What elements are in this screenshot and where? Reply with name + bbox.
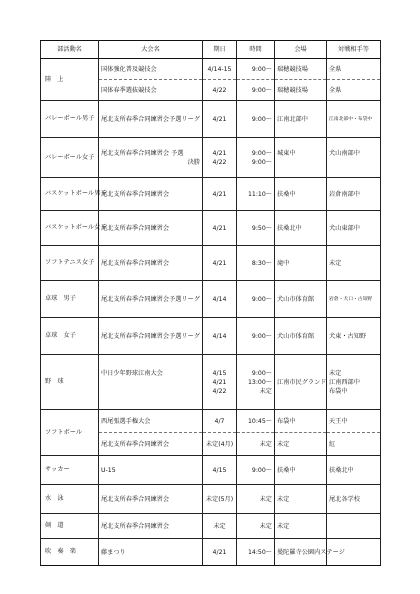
header-time: 時間 — [237, 41, 275, 59]
event-time-line: 9:00～ — [251, 295, 272, 303]
tournament-name — [99, 138, 203, 178]
club-name: 水 泳 — [41, 485, 99, 514]
opponent-name-line: 犬山南部中 — [329, 149, 360, 157]
event-time — [237, 410, 275, 433]
opponent-name-line: 尾北各学校 — [329, 495, 360, 503]
event-date-line: 4/14-15 — [207, 65, 232, 73]
tournament-name — [99, 211, 203, 246]
event-date-line: 4/15 — [212, 369, 227, 377]
event-date-line: 4/14 — [212, 295, 227, 303]
event-date — [203, 318, 237, 355]
event-time-line: 14:50～ — [247, 548, 272, 556]
venue-name-line: 犬山市体育館 — [277, 295, 315, 303]
venue-name-line: 瑞穂競技場 — [277, 65, 308, 73]
event-time — [237, 138, 275, 178]
opponent-name — [327, 138, 381, 178]
event-date-line: 4/21 — [212, 259, 227, 267]
event-time-line: 10:45～ — [247, 417, 272, 425]
venue-name-line: 布袋中 — [277, 417, 296, 425]
event-time-line: 未定 — [259, 440, 272, 448]
opponent-name-line: 岩倉南部中 — [329, 190, 360, 198]
venue-name-line: 未定 — [277, 440, 290, 448]
tournament-name-line: 尾北支所春季合同練習会 — [101, 440, 170, 448]
opponent-name-line: 犬東・古知野 — [329, 332, 367, 340]
opponent-name — [327, 514, 381, 539]
event-date — [203, 514, 237, 539]
event-date-line: 4/21 — [212, 149, 227, 157]
event-date — [203, 485, 237, 514]
event-date — [203, 59, 237, 80]
tournament-name-line: 藤まつり — [101, 548, 126, 556]
venue-name — [275, 539, 345, 566]
venue-name — [275, 456, 327, 485]
club-name: 剣 道 — [41, 514, 99, 539]
schedule-table — [40, 40, 381, 566]
tournament-name-line: 国体春季選抜競技会 — [101, 86, 157, 94]
venue-name-line: 瑞穂競技場 — [277, 86, 308, 94]
venue-name-line: 扶桑中 — [277, 466, 296, 474]
event-date-line: 未定 — [213, 522, 226, 530]
club-name: ソフトボール — [41, 410, 99, 456]
table-row — [41, 318, 381, 355]
event-date-line: 4/21 — [212, 115, 227, 123]
event-time — [237, 318, 275, 355]
venue-name — [275, 59, 327, 80]
table-row — [41, 246, 381, 281]
tournament-name — [99, 539, 203, 566]
event-date-line: 4/14 — [212, 332, 227, 340]
event-date — [203, 80, 237, 101]
tournament-name — [99, 281, 203, 318]
table-row — [41, 410, 381, 433]
event-time-line: 9:00～ — [251, 158, 272, 166]
tournament-name-line: 尾北支所春季合同練習会 — [101, 190, 170, 198]
venue-name — [275, 355, 327, 410]
venue-name-line: 江南北部中 — [277, 115, 308, 123]
header-venue: 会場 — [275, 41, 327, 59]
event-date — [203, 456, 237, 485]
opponent-name — [327, 485, 381, 514]
event-time — [237, 178, 275, 211]
opponent-name — [327, 178, 381, 211]
club-name: 卓球 男子 — [41, 281, 99, 318]
table-row — [41, 211, 381, 246]
venue-name — [275, 433, 327, 456]
venue-name-line — [277, 387, 324, 396]
event-date-line: 4/22 — [212, 158, 227, 166]
tournament-name — [99, 355, 203, 410]
opponent-name-line: 紅 — [329, 440, 336, 448]
event-date — [203, 178, 237, 211]
club-name: バスケットボール男子 — [41, 178, 99, 211]
venue-name-line — [277, 369, 324, 378]
event-time-line: 9:00～ — [251, 86, 272, 94]
opponent-name — [327, 281, 381, 318]
tournament-name — [99, 485, 203, 514]
tournament-name-line: 中日少年野球江南大会 — [101, 369, 163, 377]
opponent-name — [327, 355, 381, 410]
event-date-line: 4/21 — [212, 224, 227, 232]
venue-name — [275, 410, 327, 433]
schedule-body — [41, 59, 381, 566]
event-time — [237, 80, 275, 101]
venue-name — [275, 514, 327, 539]
club-name: バスケットボール女子 — [41, 211, 99, 246]
event-date-line: 4/22 — [212, 387, 227, 395]
event-date-line: 4/15 — [212, 466, 227, 474]
event-time-line: 未定 — [259, 387, 272, 395]
event-date-line: 4/21 — [212, 548, 227, 556]
event-time — [237, 246, 275, 281]
tournament-name-line: U-15 — [101, 466, 116, 474]
venue-name-line: 扶桑北中 — [277, 224, 302, 232]
tournament-name — [99, 59, 203, 80]
venue-name-line: 曼陀羅寺公園内ステージ — [277, 548, 345, 556]
event-time-line: 13:00～ — [247, 378, 272, 386]
venue-name — [275, 485, 327, 514]
event-time-line: 11:10～ — [247, 190, 272, 198]
event-time-line: 9:50～ — [251, 224, 272, 232]
venue-name-line — [277, 158, 324, 167]
opponent-name — [327, 318, 381, 355]
event-time-line: 9:00～ — [251, 149, 272, 157]
tournament-name — [99, 178, 203, 211]
opponent-name-line: 扶桑北中 — [329, 466, 354, 474]
opponent-name-line: 天王中 — [329, 417, 348, 425]
tournament-name-line: 尾北支所春季合同練習会予選リーグ — [101, 295, 200, 303]
opponent-name-line: 江南西部中 — [329, 378, 360, 386]
tournament-name — [99, 246, 203, 281]
table-row — [41, 456, 381, 485]
event-time-line: 9:00～ — [251, 65, 272, 73]
opponent-name-line — [329, 522, 378, 531]
event-time — [237, 485, 275, 514]
event-date — [203, 410, 237, 433]
event-time-line: 未定 — [259, 522, 272, 530]
event-time — [237, 355, 275, 410]
event-date-line: 4/21 — [212, 378, 227, 386]
opponent-name-line: 全県 — [329, 86, 342, 94]
event-date — [203, 539, 237, 566]
header-date: 期日 — [203, 41, 237, 59]
venue-name — [275, 80, 327, 101]
opponent-name-line: 岩倉・犬口・古知野 — [329, 296, 373, 302]
table-row — [41, 514, 381, 539]
event-date — [203, 355, 237, 410]
tournament-name-line: 国体強化普及競技会 — [101, 65, 157, 73]
tournament-name — [99, 318, 203, 355]
opponent-name-line: 布袋中 — [329, 387, 348, 395]
opponent-name — [327, 80, 381, 101]
event-date — [203, 246, 237, 281]
tournament-name — [99, 433, 203, 456]
tournament-name — [99, 456, 203, 485]
table-row — [41, 101, 381, 138]
event-date-line: 4/22 — [212, 86, 227, 94]
event-time — [237, 539, 275, 566]
event-time — [237, 101, 275, 138]
opponent-name — [327, 246, 381, 281]
event-time — [237, 433, 275, 456]
event-date-line: 4/21 — [212, 190, 227, 198]
opponent-name — [327, 59, 381, 80]
tournament-name-line: 尾北支所春季合同練習会予選リーグ — [101, 115, 200, 123]
table-row — [41, 539, 381, 566]
event-date-line: 未定(5月) — [205, 495, 234, 503]
venue-name-line: 犬山市体育館 — [277, 332, 315, 340]
event-time-line: 9:00～ — [251, 369, 272, 377]
opponent-name — [327, 456, 381, 485]
club-name: ソフトテニス女子 — [41, 246, 99, 281]
tournament-name-line: 尾北支所春季合同練習会 — [101, 224, 170, 232]
opponent-name-line: 犬山東部中 — [329, 224, 360, 232]
tournament-name-line: 尾北支所春季合同練習会 — [101, 522, 170, 530]
event-time-line: 未定 — [259, 495, 272, 503]
tournament-name-line — [101, 378, 200, 387]
venue-name — [275, 281, 327, 318]
opponent-name-line: 江南北部中・布袋中 — [329, 116, 373, 122]
event-date — [203, 138, 237, 178]
opponent-name — [327, 101, 381, 138]
club-name: 卓球 女子 — [41, 318, 99, 355]
tournament-name-line: 尾北支所春季合同練習会 予選 — [101, 149, 184, 157]
table-row — [41, 485, 381, 514]
venue-name-line: 江南市民グランド — [277, 378, 327, 386]
tournament-name-line: 決勝 — [187, 158, 200, 166]
opponent-name-line: 未定 — [329, 369, 342, 377]
event-time — [237, 211, 275, 246]
event-date — [203, 433, 237, 456]
venue-name-line: 未定 — [277, 522, 290, 530]
opponent-name-line: 未定 — [329, 259, 342, 267]
venue-name-line: 城東中 — [277, 149, 296, 157]
venue-name-line: 滝中 — [277, 259, 290, 267]
opponent-name — [327, 211, 381, 246]
event-time — [237, 456, 275, 485]
event-time — [237, 514, 275, 539]
opponent-name-line — [329, 158, 378, 167]
club-name: 野 球 — [41, 355, 99, 410]
tournament-name-line: 尾北支所春季合同練習会 — [101, 259, 170, 267]
header-opponent: 対戦相手等 — [327, 41, 381, 59]
club-name: バレーボール女子 — [41, 138, 99, 178]
club-name: バレーボール男子 — [41, 101, 99, 138]
opponent-name-line: 全県 — [329, 65, 342, 73]
table-row — [41, 355, 381, 410]
tournament-name — [99, 80, 203, 101]
header-tournament: 大会名 — [99, 41, 203, 59]
schedule-sheet — [40, 40, 380, 566]
venue-name — [275, 211, 327, 246]
club-name: 吹 奏 楽 — [41, 539, 99, 566]
venue-name — [275, 138, 327, 178]
header-club: 部活動名 — [41, 41, 99, 59]
header-row — [41, 41, 381, 59]
tournament-name-line: 西尾張選手権大会 — [101, 417, 151, 425]
opponent-name — [327, 410, 381, 433]
table-row — [41, 138, 381, 178]
table-row — [41, 178, 381, 211]
event-time-line: 8:30～ — [251, 259, 272, 267]
table-row — [41, 281, 381, 318]
venue-name — [275, 101, 327, 138]
event-date-line: 4/7 — [214, 417, 225, 425]
event-time-line: 9:00～ — [251, 332, 272, 340]
tournament-name-line: 尾北支所春季合同練習会予選リーグ — [101, 332, 200, 340]
event-date — [203, 211, 237, 246]
venue-name — [275, 178, 327, 211]
tournament-name-line: 尾北支所春季合同練習会 — [101, 495, 170, 503]
event-time — [237, 281, 275, 318]
venue-name — [275, 318, 327, 355]
venue-name — [275, 246, 327, 281]
tournament-name — [99, 514, 203, 539]
event-time — [237, 59, 275, 80]
event-time-line: 9:00～ — [251, 115, 272, 123]
tournament-name-line — [101, 387, 200, 396]
tournament-name — [99, 101, 203, 138]
tournament-name — [99, 410, 203, 433]
event-date — [203, 281, 237, 318]
event-date-line: 未定(4月) — [205, 440, 234, 448]
venue-name-line: 扶桑中 — [277, 190, 296, 198]
event-date — [203, 101, 237, 138]
club-name: 陸 上 — [41, 59, 99, 101]
table-row — [41, 59, 381, 80]
club-name: サッカー — [41, 456, 99, 485]
venue-name-line: 未定 — [277, 495, 290, 503]
event-time-line: 9:00～ — [251, 466, 272, 474]
opponent-name — [327, 433, 381, 456]
